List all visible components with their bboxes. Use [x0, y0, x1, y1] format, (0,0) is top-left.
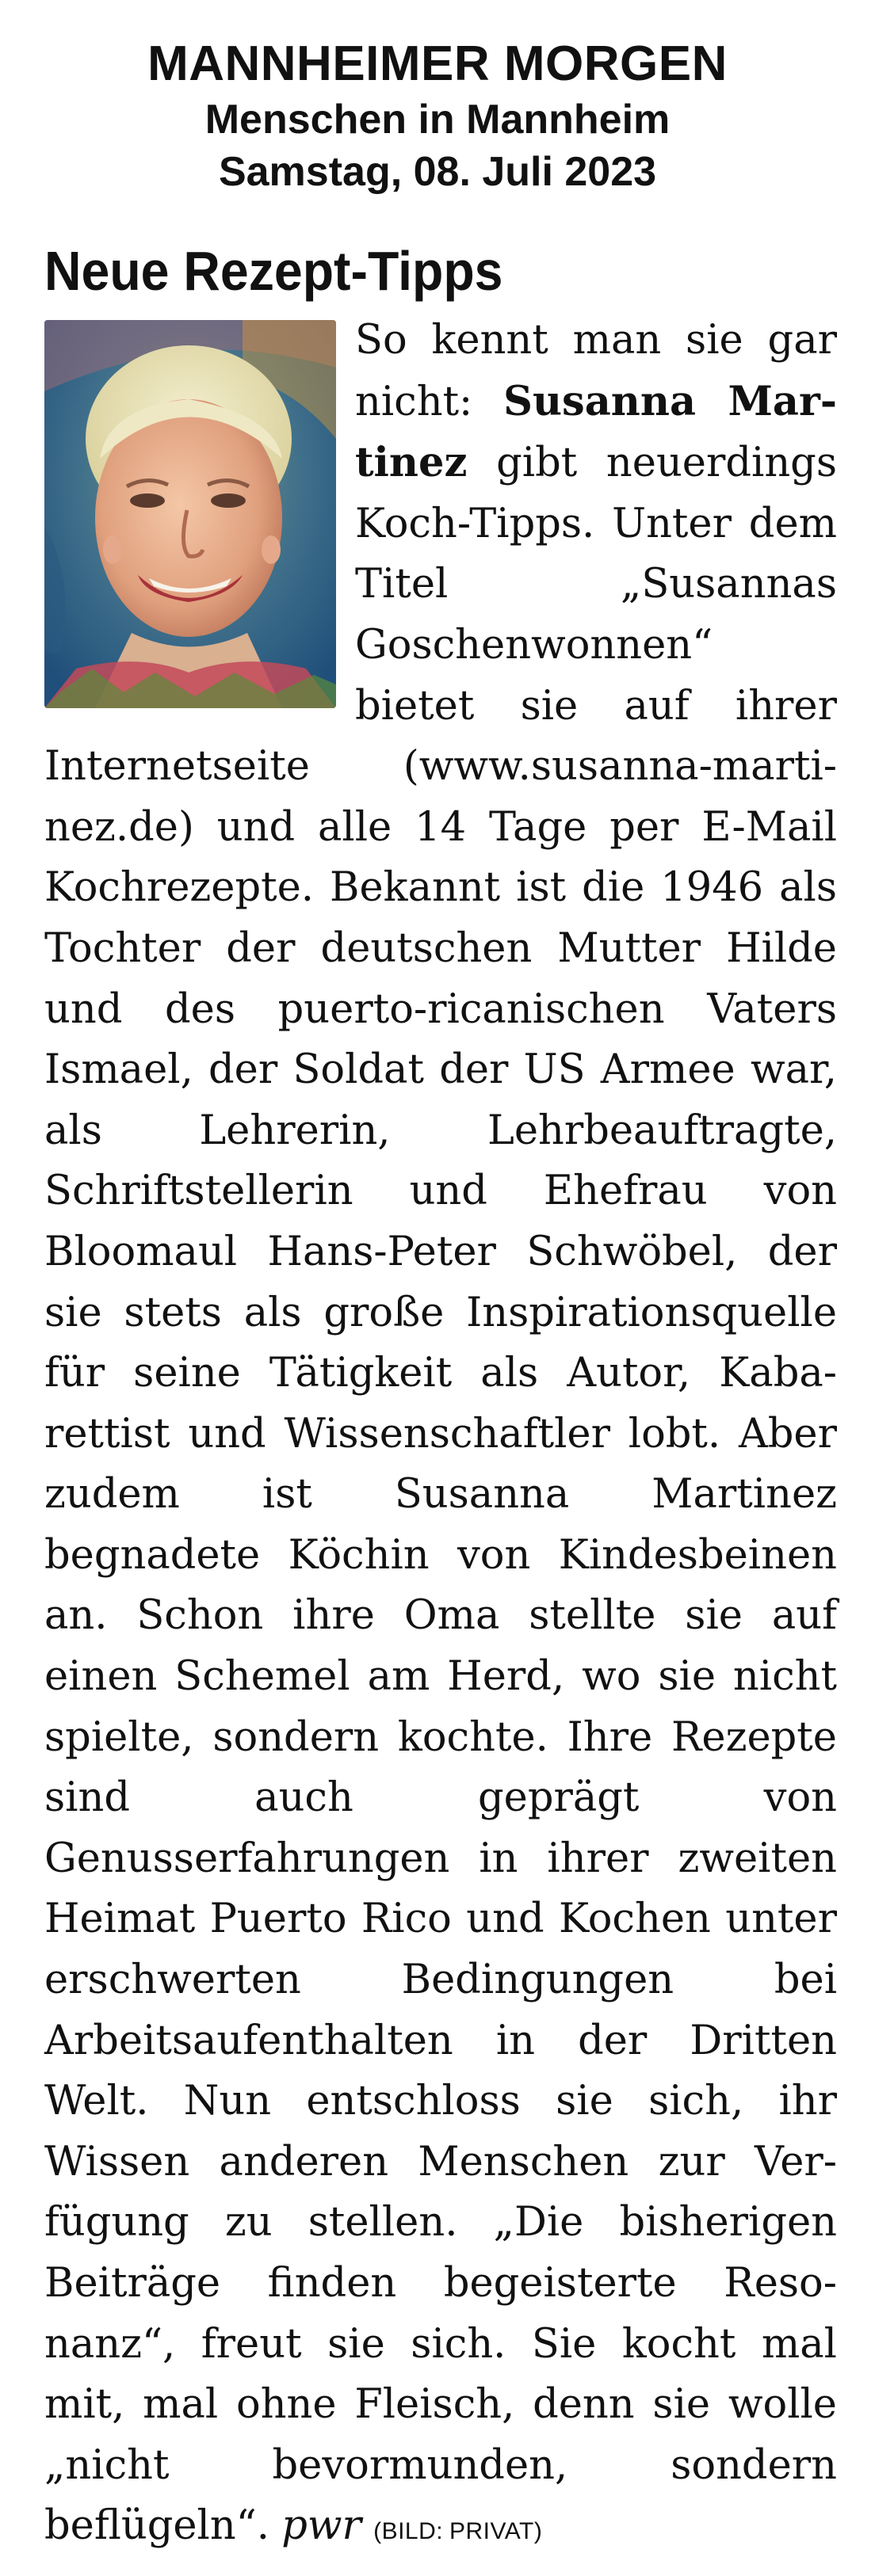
- article-body: [44, 311, 837, 2563]
- issue-date: Samstag, 08. Juli 2023: [218, 149, 657, 195]
- portrait-photo: [44, 320, 336, 708]
- portrait-image: [44, 320, 336, 708]
- article-lead: So kennt man sie gar nicht:: [355, 317, 837, 425]
- news-article: [44, 238, 837, 2563]
- author-byline: pwr: [281, 2502, 361, 2550]
- article-headline: Neue Rezept-Tipps: [44, 240, 503, 302]
- masthead: [0, 35, 875, 198]
- photo-credit: (BILD: PRIVAT): [373, 2518, 543, 2545]
- article-text: gibt neuerdings Koch-Tipps. Unter dem Titel „Susannas Goschenwonnen“ bietet sie auf ihrer Internetseite (www.susanna-martinez.de) und alle 14 Tage per E-Mail Kochrezepte. Bekannt ist die 1946 als Tochter der deutschen Mutter Hilde und des puerto-ricanischen Vaters Ismael, der Soldat der US Armee war, als Lehrerin, Lehrbeauftragte, Schriftstellerin und Ehefrau von Bloomaul Hans-Peter Schwöbel, der sie stets als große Inspirationsquelle für seine Tätigkeit als Autor, Kabarettist und Wissenschaftler lobt. Aber zudem ist Susanna Martinez begnadete Köchin von Kindesbeinen an. Schon ihre Oma stellte sie auf einen Schemel am Herd, wo sie nicht spielte, sondern kochte. Ihre Rezepte sind auch geprägt von Genusserfahrungen in ihrer zweiten Heimat Puerto Rico und Kochen unter erschwerten Bedingungen bei Arbeitsaufenthalten in der Dritten Welt. Nun entschloss sie sich, ihr Wissen anderen Menschen zur Verfügung zu stellen. „Die bisherigen Beiträge finden begeisterte Resonanz“, freut sie sich. Sie kocht mal mit, mal ohne Fleisch, denn sie wolle „nicht bevormunden, sondern beflügeln“.: [44, 440, 837, 2550]
- person-name: Susanna Martinez: [355, 377, 837, 487]
- newspaper-name: MANNHEIMER MORGEN: [147, 36, 728, 91]
- section-title: Menschen in Mannheim: [204, 97, 671, 143]
